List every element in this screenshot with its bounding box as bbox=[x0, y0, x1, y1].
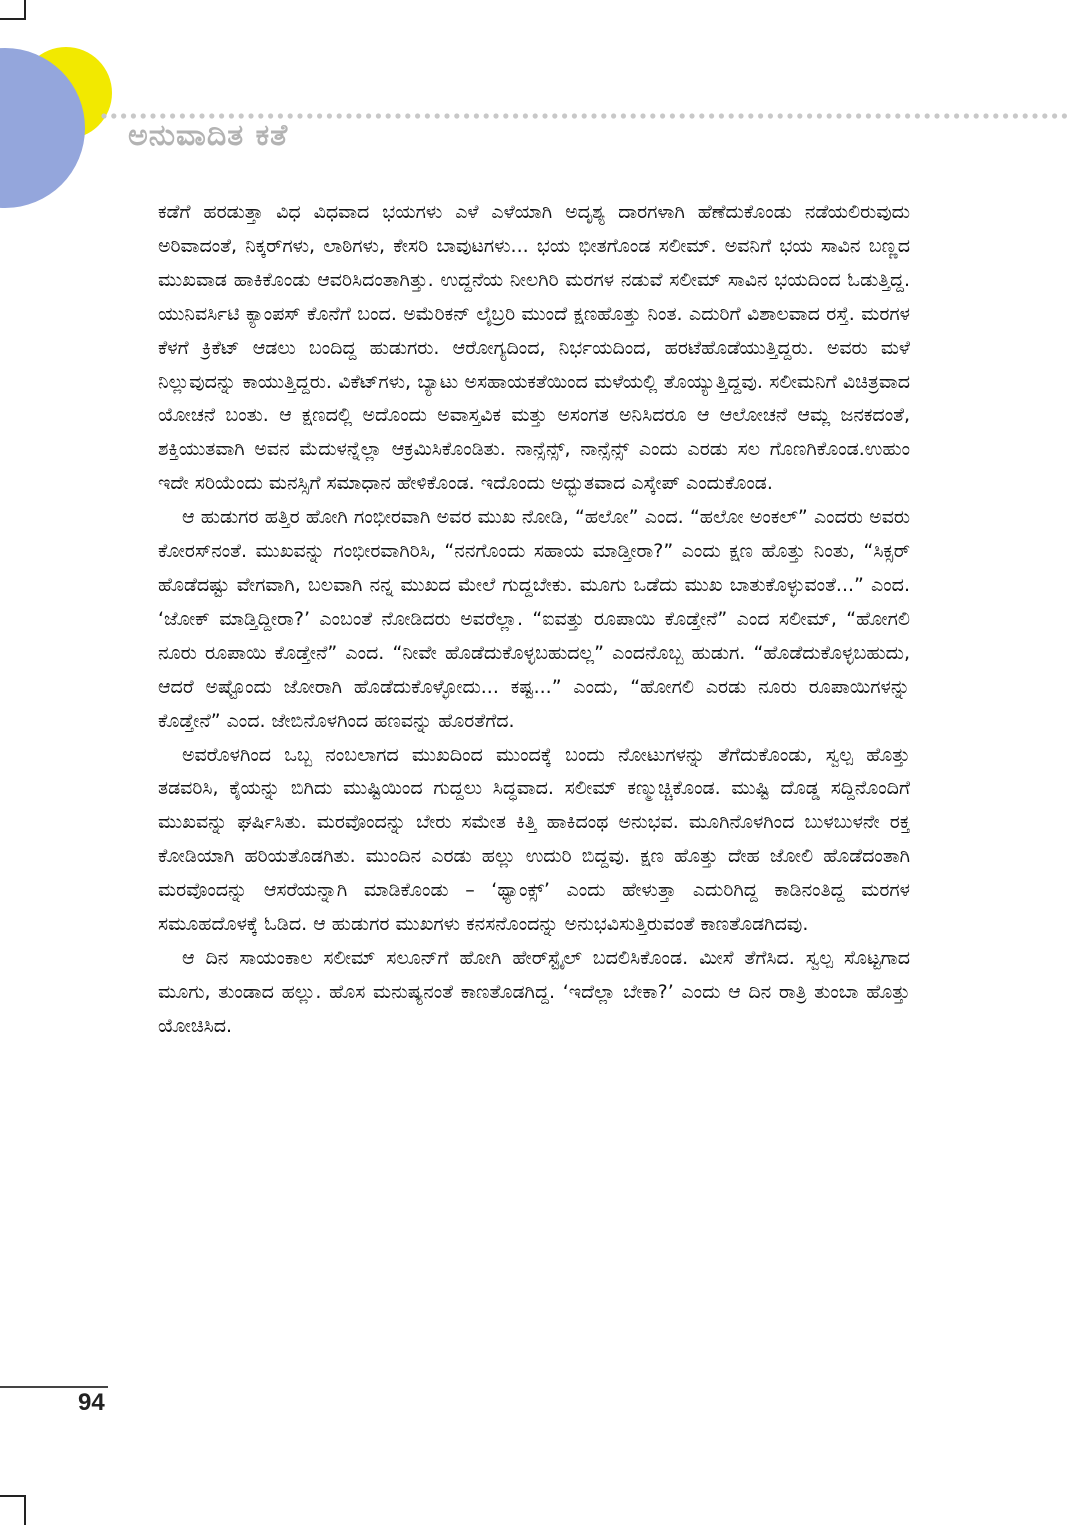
rule-dot bbox=[866, 113, 871, 118]
rule-dot bbox=[787, 113, 792, 118]
rule-dot bbox=[895, 113, 900, 118]
rule-dot bbox=[317, 113, 322, 118]
rule-dot bbox=[395, 113, 400, 118]
rule-dot bbox=[856, 113, 861, 118]
rule-dot bbox=[572, 113, 577, 118]
rule-dot bbox=[1062, 113, 1067, 118]
rule-dot bbox=[444, 113, 449, 118]
rule-dot bbox=[954, 113, 959, 118]
rule-dot bbox=[993, 113, 998, 118]
rule-dot bbox=[366, 113, 371, 118]
rule-dot bbox=[748, 113, 753, 118]
rule-dot bbox=[640, 113, 645, 118]
rule-dot bbox=[464, 113, 469, 118]
rule-dot bbox=[699, 113, 704, 118]
rule-dot bbox=[297, 113, 302, 118]
rule-dot bbox=[670, 113, 675, 118]
rule-dot bbox=[474, 113, 479, 118]
rule-dot bbox=[533, 113, 538, 118]
rule-dot bbox=[836, 113, 841, 118]
rule-dot bbox=[601, 113, 606, 118]
rule-dot bbox=[121, 113, 126, 118]
rule-dot bbox=[768, 113, 773, 118]
rule-dot bbox=[346, 113, 351, 118]
rule-dot bbox=[1003, 113, 1008, 118]
rule-dot bbox=[964, 113, 969, 118]
rule-dot bbox=[758, 113, 763, 118]
crop-mark-bottom-left-horizontal bbox=[0, 1495, 26, 1497]
rule-dot bbox=[915, 113, 920, 118]
rule-dot bbox=[493, 113, 498, 118]
rule-dot bbox=[974, 113, 979, 118]
rule-dot bbox=[523, 113, 528, 118]
rule-dot bbox=[562, 113, 567, 118]
rule-dot bbox=[591, 113, 596, 118]
rule-dot bbox=[650, 113, 655, 118]
rule-dot bbox=[885, 113, 890, 118]
rule-dot bbox=[435, 113, 440, 118]
rule-dot bbox=[376, 113, 381, 118]
rule-dot bbox=[405, 113, 410, 118]
rule-dot bbox=[817, 113, 822, 118]
rule-dot bbox=[944, 113, 949, 118]
rule-dot bbox=[582, 113, 587, 118]
rule-dot bbox=[660, 113, 665, 118]
rule-dot bbox=[1013, 113, 1018, 118]
rule-dot bbox=[327, 113, 332, 118]
rule-dot bbox=[797, 113, 802, 118]
story-paragraph: ಕಡೆಗೆ ಹರಡುತ್ತಾ ವಿಧ ವಿಧವಾದ ಭಯಗಳು ಎಳೆ ಎಳೆಯಾಗಿ ಅದೃಶ್ಯ ದಾರಗಳಾಗಿ ಹೆಣೆದುಕೊಂಡು ನಡೆಯಲಿರುವುದು ಅರಿವಾದಂತೆ, ನಿಕ್ಕರ್‌ಗಳು, ಲಾಠಿಗಳು, ಕೇಸರಿ ಬಾವುಟಗಳು... ಭಯ ಭೀತಗೊಂಡ ಸಲೀಮ್. ಅವನಿಗೆ ಭಯ ಸಾವಿನ ಬಣ್ಣದ ಮುಖವಾಡ ಹಾಕಿಕೊಂಡು ಆವರಿಸಿದಂತಾಗಿತ್ತು. ಉದ್ದನೆಯ ನೀಲಗಿರಿ ಮರಗಳ ನಡುವೆ ಸಲೀಮ್ ಸಾವಿನ ಭಯದಿಂದ ಓಡುತ್ತಿದ್ದ. ಯುನಿವರ್ಸಿಟಿ ಕ್ಯಾಂಪಸ್ ಕೊನೆಗೆ ಬಂದ. ಅಮೆರಿಕನ್ ಲೈಬ್ರರಿ ಮುಂದೆ ಕ್ಷಣಹೊತ್ತು ನಿಂತ. ಎದುರಿಗೆ ವಿಶಾಲವಾದ ರಸ್ತೆ. ಮರಗಳ ಕೆಳಗೆ ಕ್ರಿಕೆಟ್ ಆಡಲು ಬಂದಿದ್ದ ಹುಡುಗರು. ಆರೋಗ್ಯದಿಂದ, ನಿರ್ಭಯದಿಂದ, ಹರಟೆಹೊಡೆಯುತ್ತಿದ್ದರು. ಅವರು ಮಳೆ ನಿಲ್ಲುವುದನ್ನು ಕಾಯುತ್ತಿದ್ದರು. ವಿಕೆಟ್‌ಗಳು, ಬ್ಯಾಟು ಅಸಹಾಯಕತೆಯಿಂದ ಮಳೆಯಲ್ಲಿ ತೊಯ್ಯುತ್ತಿದ್ದವು. ಸಲೀಮನಿಗೆ ವಿಚಿತ್ರವಾದ ಯೋಚನೆ ಬಂತು. ಆ ಕ್ಷಣದಲ್ಲಿ ಅದೊಂದು ಅವಾಸ್ತವಿಕ ಮತ್ತು ಅಸಂಗತ ಅನಿಸಿದರೂ ಆ ಆಲೋಚನೆ ಆಮ್ಲ ಜನಕದಂತೆ, ಶಕ್ತಿಯುತವಾಗಿ ಅವನ ಮೆದುಳನ್ನೆಲ್ಲಾ ಆಕ್ರಮಿಸಿಕೊಂಡಿತು. ನಾನ್ಸೆನ್ಸ್, ನಾನ್ಸೆನ್ಸ್ ಎಂದು ಎರಡು ಸಲ ಗೊಣಗಿಕೊಂಡ.ಉಹುಂ ಇದೇ ಸರಿಯೆಂದು ಮನಸ್ಸಿಗೆ ಸಮಾಧಾನ ಹೇಳಿಕೊಂಡ. ಇದೊಂದು ಅದ್ಭುತವಾದ ಎಸ್ಕೇಪ್ ಎಂದುಕೊಂಡ. bbox=[158, 201, 910, 495]
rule-dot bbox=[1042, 113, 1047, 118]
rule-dot bbox=[288, 113, 293, 118]
section-label: ಅನುವಾದಿತ ಕತೆ bbox=[128, 118, 289, 153]
story-paragraph: ಅವರೊಳಗಿಂದ ಒಬ್ಬ ನಂಬಲಾಗದ ಮುಖದಿಂದ ಮುಂದಕ್ಕೆ ಬಂದು ನೋಟುಗಳನ್ನು ತೆಗೆದುಕೊಂಡು, ಸ್ವಲ್ಪ ಹೊತ್ತು ತಡವರಿಸಿ, ಕೈಯನ್ನು ಬಿಗಿದು ಮುಷ್ಟಿಯಿಂದ ಗುದ್ದಲು ಸಿದ್ಧವಾದ. ಸಲೀಮ್ ಕಣ್ಮುಚ್ಚಿಕೊಂಡ. ಮುಷ್ಟಿ ದೊಡ್ಡ ಸದ್ದಿನೊಂದಿಗೆ ಮುಖವನ್ನು ಘರ್ಷಿಸಿತು. ಮರವೊಂದನ್ನು ಬೇರು ಸಮೇತ ಕಿತ್ತಿ ಹಾಕಿದಂಥ ಅನುಭವ. ಮೂಗಿನೊಳಗಿಂದ ಬುಳಬುಳನೇ ರಕ್ತ ಕೋಡಿಯಾಗಿ ಹರಿಯತೊಡಗಿತು. ಮುಂದಿನ ಎರಡು ಹಲ್ಲು ಉದುರಿ ಬಿದ್ದವು. ಕ್ಷಣ ಹೊತ್ತು ದೇಹ ಜೋಲಿ ಹೊಡೆದಂತಾಗಿ ಮರವೊಂದನ್ನು ಆಸರೆಯನ್ನಾಗಿ ಮಾಡಿಕೊಂಡು – ‘ಥ್ಯಾಂಕ್ಸ್’ ಎಂದು ಹೇಳುತ್ತಾ ಎದುರಿಗಿದ್ದ ಕಾಡಿನಂತಿದ್ದ ಮರಗಳ ಸಮೂಹದೊಳಕ್ಕೆ ಓಡಿದ. ಆ ಹುಡುಗರ ಮುಖಗಳು ಕನಸನೊಂದನ್ನು ಅನುಭವಿಸುತ್ತಿರುವಂತೆ ಕಾಣತೊಡಗಿದವು. bbox=[158, 743, 910, 936]
rule-dot bbox=[934, 113, 939, 118]
rule-dot bbox=[454, 113, 459, 118]
crop-mark-bottom-left-vertical bbox=[24, 1495, 26, 1525]
rule-dot bbox=[719, 113, 724, 118]
rule-dot bbox=[386, 113, 391, 118]
rule-dot bbox=[1023, 113, 1028, 118]
rule-dot bbox=[111, 113, 116, 118]
rule-dot bbox=[1052, 113, 1057, 118]
rule-dot bbox=[425, 113, 430, 118]
rule-dot bbox=[905, 113, 910, 118]
crop-mark-top-left-vertical bbox=[24, 0, 26, 20]
rule-dot bbox=[846, 113, 851, 118]
rule-dot bbox=[738, 113, 743, 118]
rule-dot bbox=[484, 113, 489, 118]
story-text bbox=[158, 196, 910, 1044]
rule-dot bbox=[621, 113, 626, 118]
crop-mark-top-left-horizontal bbox=[0, 18, 26, 20]
page-number: 94 bbox=[78, 1389, 105, 1416]
footer-rule bbox=[0, 1386, 108, 1388]
rule-dot bbox=[503, 113, 508, 118]
rule-dot bbox=[513, 113, 518, 118]
rule-dot bbox=[807, 113, 812, 118]
rule-dot bbox=[611, 113, 616, 118]
story-paragraph: ಆ ಹುಡುಗರ ಹತ್ತಿರ ಹೋಗಿ ಗಂಭೀರವಾಗಿ ಅವರ ಮುಖ ನೋಡಿ, “ಹಲೋ” ಎಂದ. “ಹಲೋ ಅಂಕಲ್” ಎಂದರು ಅವರು ಕೋರಸ್‌ನಂತೆ. ಮುಖವನ್ನು ಗಂಭೀರವಾಗಿರಿಸಿ, “ನನಗೊಂದು ಸಹಾಯ ಮಾಡ್ತೀರಾ?” ಎಂದು ಕ್ಷಣ ಹೊತ್ತು ನಿಂತು, “ಸಿಕ್ಸರ್ ಹೊಡೆದಷ್ಟು ವೇಗವಾಗಿ, ಬಲವಾಗಿ ನನ್ನ ಮುಖದ ಮೇಲೆ ಗುದ್ದಬೇಕು. ಮೂಗು ಒಡೆದು ಮುಖ ಬಾತುಕೊಳ್ಳುವಂತೆ...” ಎಂದ. ‘ಜೋಕ್ ಮಾಡ್ತಿದ್ದೀರಾ?’ ಎಂಬಂತೆ ನೋಡಿದರು ಅವರೆಲ್ಲಾ. “ಐವತ್ತು ರೂಪಾಯಿ ಕೊಡ್ತೇನೆ” ಎಂದ ಸಲೀಮ್, “ಹೋಗಲಿ ನೂರು ರೂಪಾಯಿ ಕೊಡ್ತೇನೆ” ಎಂದ. “ನೀವೇ ಹೊಡೆದುಕೊಳ್ಳಬಹುದಲ್ಲ” ಎಂದನೊಬ್ಬ ಹುಡುಗ. “ಹೊಡೆದುಕೊಳ್ಳಬಹುದು, ಆದರೆ ಅಷ್ಟೊಂದು ಜೋರಾಗಿ ಹೊಡೆದುಕೊಳ್ಳೋದು... ಕಷ್ಟ...” ಎಂದು, “ಹೋಗಲಿ ಎರಡು ನೂರು ರೂಪಾಯಿಗಳನ್ನು ಕೊಡ್ತೇನೆ” ಎಂದ. ಜೇಬಿನೊಳಗಿಂದ ಹಣವನ್ನು ಹೊರತೆಗೆದ. bbox=[158, 506, 910, 732]
rule-dot bbox=[552, 113, 557, 118]
rule-dot bbox=[709, 113, 714, 118]
rule-dot bbox=[680, 113, 685, 118]
story-paragraph: ಆ ದಿನ ಸಾಯಂಕಾಲ ಸಲೀಮ್ ಸಲೂನ್‌ಗೆ ಹೋಗಿ ಹೇರ್‌ಸ್ಟೈಲ್ ಬದಲಿಸಿಕೊಂಡ. ಮೀಸೆ ತೆಗೆಸಿದ. ಸ್ವಲ್ಪ ಸೊಟ್ಟಗಾದ ಮೂಗು, ತುಂಡಾದ ಹಲ್ಲು. ಹೊಸ ಮನುಷ್ಯನಂತೆ ಕಾಣತೊಡಗಿದ್ದ. ‘ಇದೆಲ್ಲಾ ಬೇಕಾ?’ ಎಂದು ಆ ದಿನ ರಾತ್ರಿ ತುಂಬಾ ಹೊತ್ತು ಯೋಚಿಸಿದ. bbox=[158, 946, 910, 1037]
rule-dot bbox=[356, 113, 361, 118]
rule-dot bbox=[1032, 113, 1037, 118]
rule-dot bbox=[925, 113, 930, 118]
rule-dot bbox=[689, 113, 694, 118]
rule-dot bbox=[876, 113, 881, 118]
rule-dot bbox=[778, 113, 783, 118]
rule-dot bbox=[729, 113, 734, 118]
rule-dot bbox=[631, 113, 636, 118]
rule-dot bbox=[983, 113, 988, 118]
rule-dot bbox=[101, 113, 106, 118]
rule-dot bbox=[415, 113, 420, 118]
rule-dot bbox=[337, 113, 342, 118]
rule-dot bbox=[542, 113, 547, 118]
rule-dot bbox=[307, 113, 312, 118]
rule-dot bbox=[827, 113, 832, 118]
